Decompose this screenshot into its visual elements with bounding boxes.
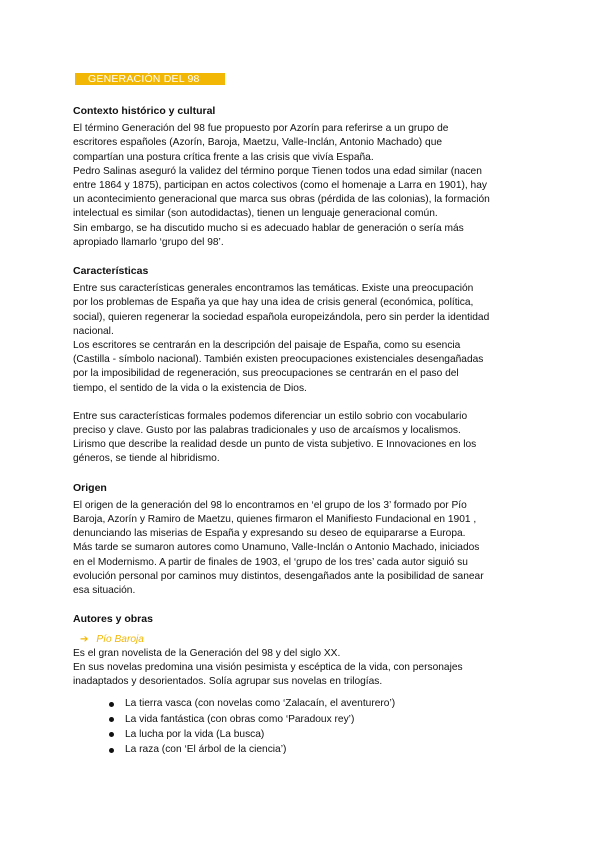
- paragraph-line: inadaptados y desorientados. Solía agrupar sus novelas en trilogías.: [73, 676, 383, 688]
- section-gap: [73, 467, 525, 481]
- paragraph-line: un acontecimiento generacional que marca sus obras (pérdida de las colonias), la formación: [73, 194, 490, 206]
- arrow-right-icon: ➔: [80, 633, 89, 645]
- heading-contexto: Contexto histórico y cultural: [73, 105, 216, 117]
- bullet-icon: [109, 717, 114, 722]
- list-item-text: La tierra vasca (con novelas como ‘Zalacaín, el aventurero’): [125, 698, 396, 710]
- paragraph-line: social), quieren regenerar la sociedad española europeizándola, pero sin perder la identidad: [73, 311, 490, 323]
- heading-caracteristicas: Características: [73, 265, 149, 278]
- list-item-text: La vida fantástica (con obras como ‘Paradoux rey’): [125, 713, 355, 725]
- paragraph-line: Entre sus características generales encontramos las temáticas. Existe una preocupación: [73, 283, 474, 295]
- paragraph-line: Es el gran novelista de la Generación del 98 y del siglo XX.: [73, 647, 341, 659]
- paragraph-line: por los problemas de España ya que hay una idea de crisis general (económica, política,: [73, 297, 474, 309]
- paragraph-line: Sin embargo, se ha discutido mucho si es adecuado hablar de generación o sería más: [73, 222, 464, 234]
- paragraph-line: El origen de la generación del 98 lo encontramos en ‘el grupo de los 3’ formado por Pío: [73, 499, 467, 511]
- bullet-icon: [109, 732, 114, 737]
- author-subheading: [73, 633, 525, 647]
- list-item: [73, 713, 525, 727]
- paragraph-gap: [73, 396, 525, 410]
- bullet-icon: [109, 702, 114, 707]
- paragraph-line: intelectual es similar (son autodidactas), tienen un lenguaje generacional común.: [73, 208, 438, 220]
- paragraph-line: Más tarde se sumaron autores como Unamuno, Valle-Inclán o Antonio Machado, iniciados: [73, 542, 480, 554]
- paragraph-line: en el Modernismo. A partir de finales de 1903, el ‘grupo de los tres’ cada autor siguió su: [73, 556, 468, 568]
- section-gap: [73, 598, 525, 612]
- paragraph-line: Los escritores se centrarán en la descripción del paisaje de España, como su esencia: [73, 340, 461, 352]
- paragraph-line: nacional.: [73, 325, 114, 337]
- paragraph-line: por la imposibilidad de regeneración, sus preocupaciones se centrarán en el paso del: [73, 368, 459, 380]
- bullet-icon: [109, 748, 114, 753]
- section-gap: [73, 250, 525, 264]
- paragraph-line: El término Generación del 98 fue propuesto por Azorín para referirse a un grupo de: [73, 123, 449, 135]
- paragraph-line: apropiado llamarlo ‘grupo del 98’.: [73, 236, 224, 248]
- paragraph-line: tiempo, el sentido de la vida o la existencia de Dios.: [73, 382, 307, 394]
- paragraph-line: entre 1864 y 1875), participan en actos colectivos (como el homenaje a Larra en 1901), hay: [73, 180, 487, 192]
- list-item-text: La raza (con ‘El árbol de la ciencia’): [125, 743, 287, 755]
- paragraph-line: esa situación.: [73, 585, 136, 597]
- trilogies-list: [73, 697, 525, 757]
- author-name: Pío Baroja: [96, 633, 144, 645]
- list-item-text: La lucha por la vida (La busca): [125, 728, 265, 740]
- document-title: GENERACIÓN DEL 98: [88, 73, 200, 85]
- paragraph-line: géneros, se tiende al hibridismo.: [73, 453, 220, 465]
- paragraph-line: Lirismo que describe la realidad desde un punto de vista subjetivo. E Innovaciones en los: [73, 439, 477, 451]
- paragraph-line: compartían una postura crítica frente a las crisis que vivía España.: [73, 151, 374, 163]
- paragraph-line: evolución personal por caminos muy distintos, desengañados ante la posibilidad de sanear: [73, 570, 484, 582]
- paragraph-line: (Castilla - símbolo nacional). También existen preocupaciones existenciales desengañadas: [73, 354, 484, 366]
- heading-autores: Autores y obras: [73, 613, 153, 626]
- paragraph-line: escritores españoles (Azorín, Baroja, Maetzu, Valle-Inclán, Antonio Machado) que: [73, 137, 443, 149]
- paragraph-line: Entre sus características formales podemos diferenciar un estilo sobrio con vocabulario: [73, 410, 468, 422]
- list-item: [73, 728, 525, 742]
- paragraph-line: Pedro Salinas aseguró la validez del término porque Tienen todos una edad similar (nacen: [73, 165, 482, 177]
- paragraph-line: preciso y clave. Gusto por las palabras tradicionales y uso de arcaísmos y localismos.: [73, 425, 461, 437]
- paragraph-line: Baroja, Azorín y Ramiro de Maetzu, quienes firmaron el Manifiesto Fundacional en 1901 ,: [73, 514, 477, 526]
- paragraph-line: denunciando las miserias de España y expresando su deseo de equipararse a Europa.: [73, 528, 466, 540]
- list-item: [73, 743, 525, 757]
- document-body: [73, 104, 525, 758]
- list-item: [73, 697, 525, 711]
- heading-origen: Origen: [73, 481, 107, 494]
- paragraph-line: En sus novelas predomina una visión pesimista y escéptica de la vida, con personajes: [73, 661, 463, 673]
